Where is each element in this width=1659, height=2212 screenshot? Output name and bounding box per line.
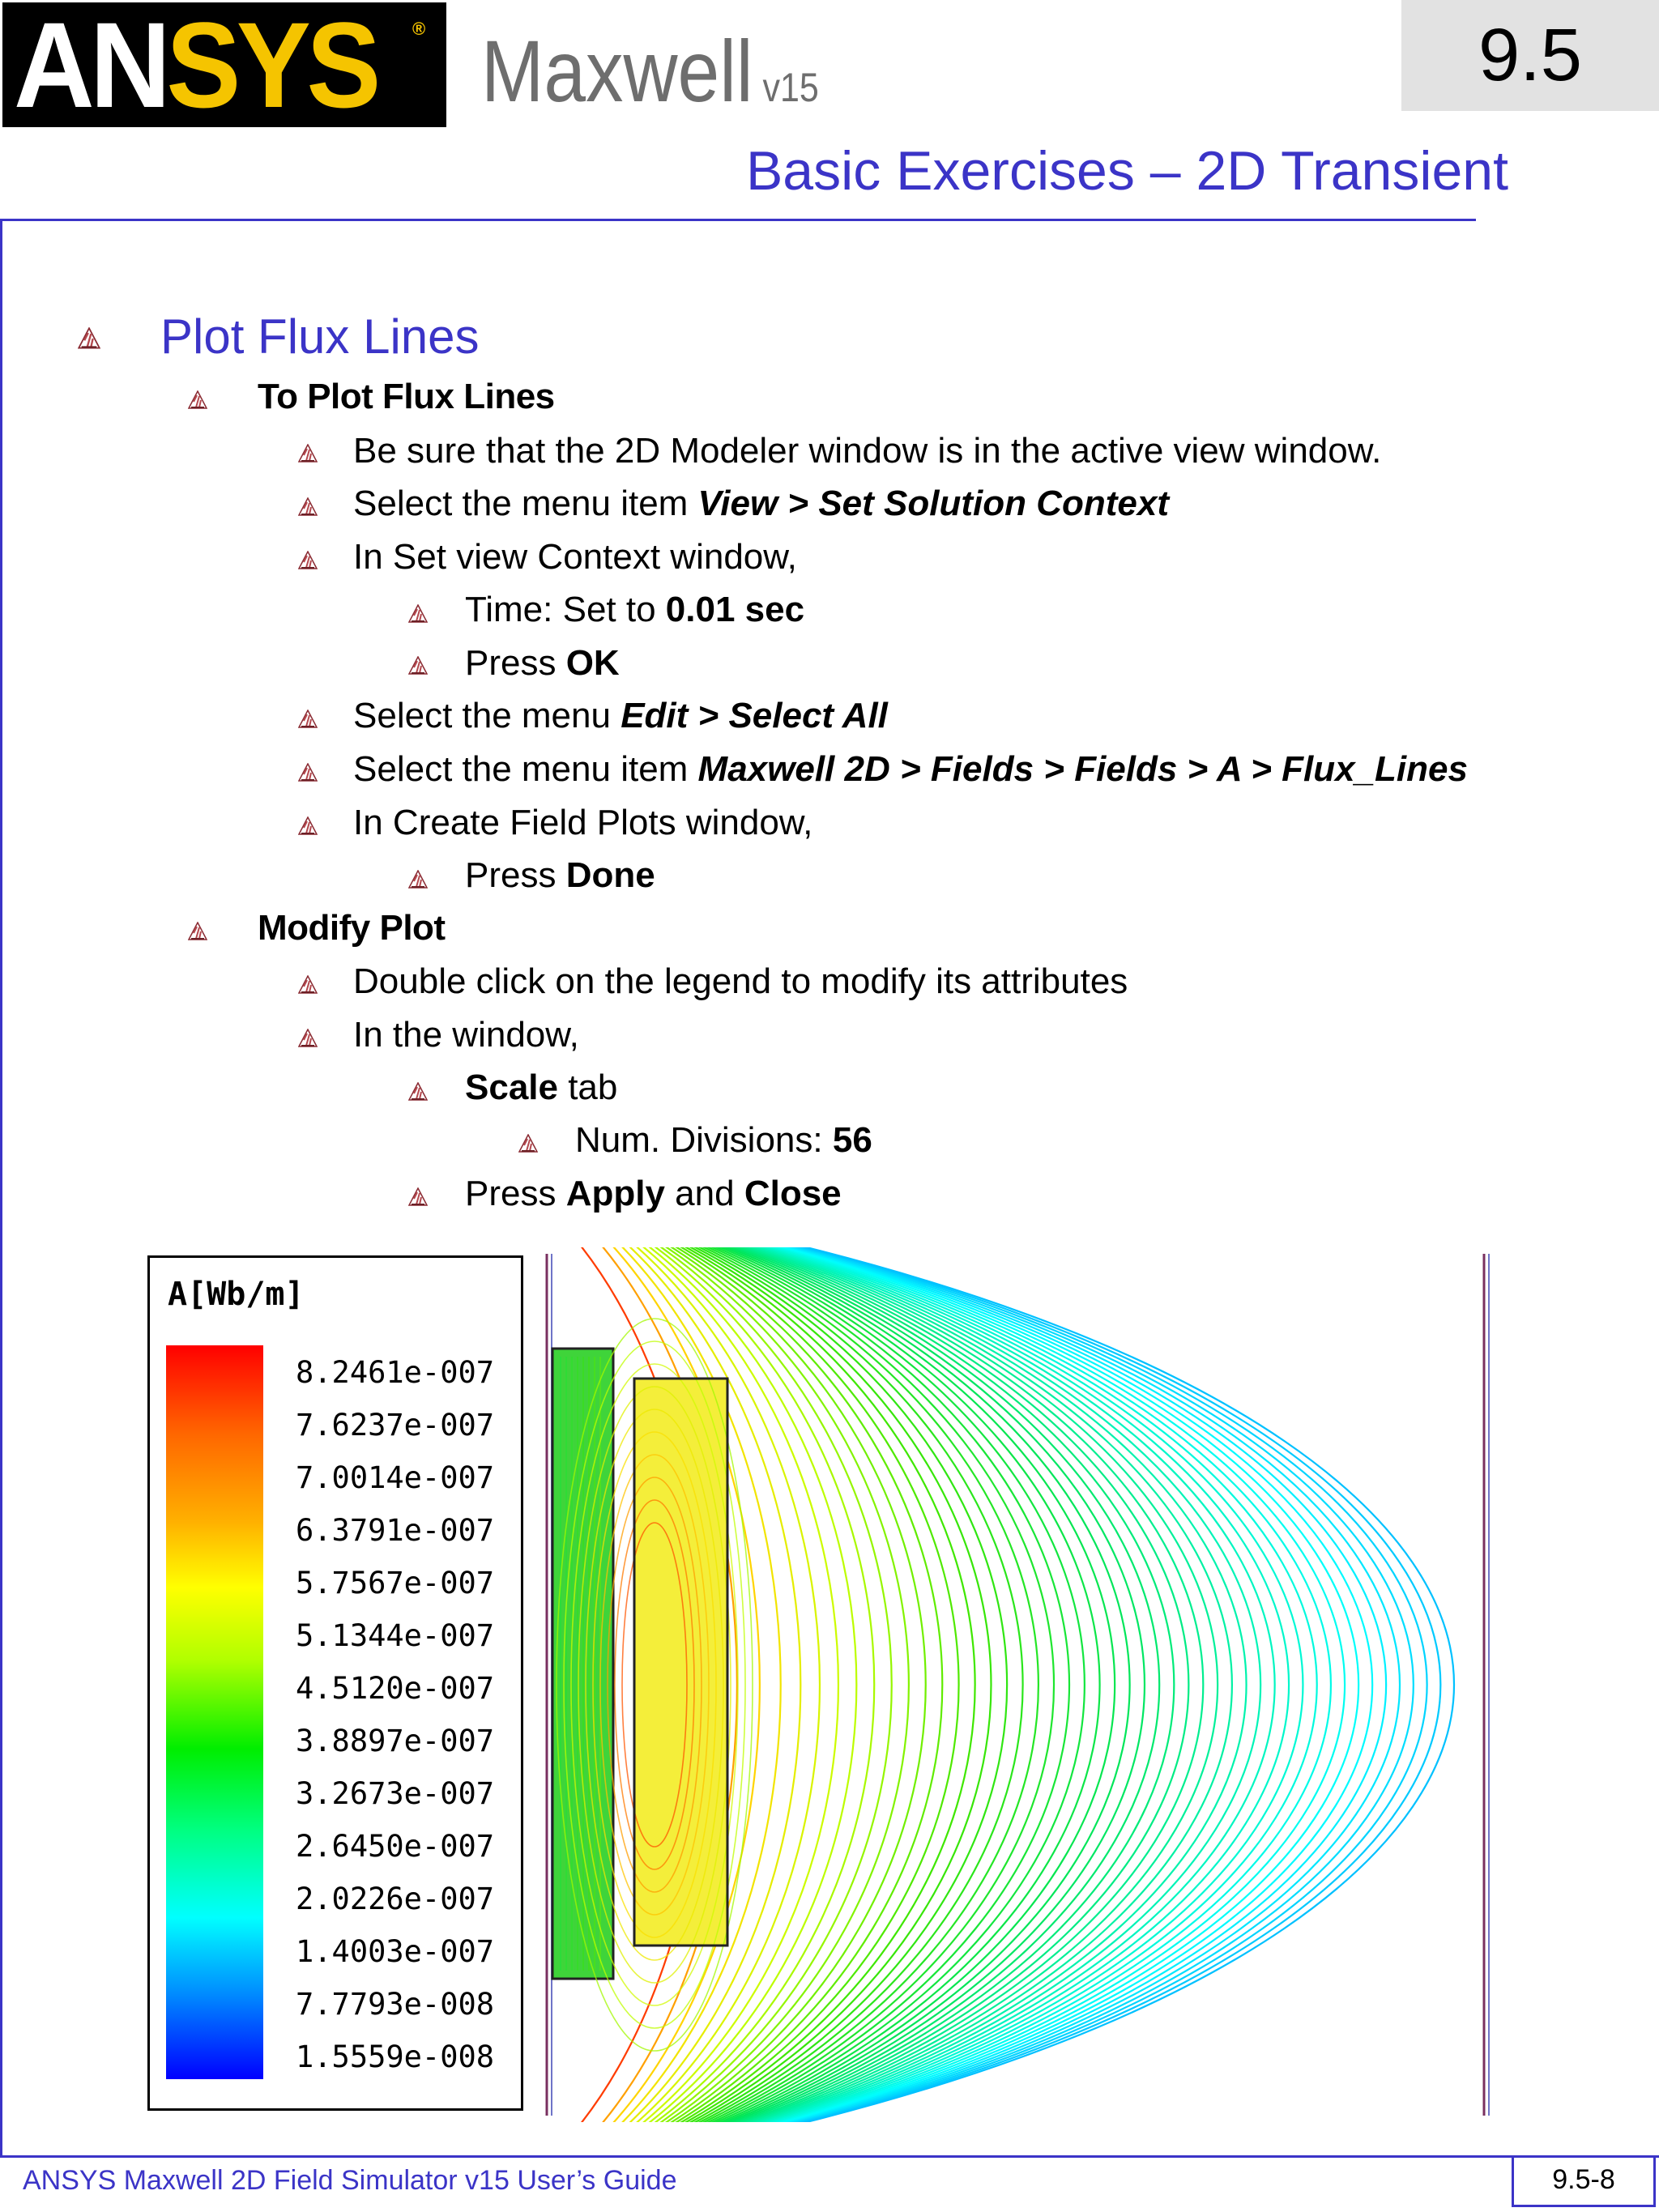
bullet-icon <box>298 975 318 995</box>
legend-colorbar <box>166 1345 263 2079</box>
step-text: In Create Field Plots window, <box>353 803 813 842</box>
step-text: In the window, <box>353 1015 579 1055</box>
bullet-icon <box>408 1187 428 1207</box>
page-subtitle: Basic Exercises – 2D Transient <box>745 140 1508 202</box>
product-version: v15 <box>762 65 819 110</box>
legend-tick-label: 4.5120e-007 <box>296 1671 495 1706</box>
logo-registered-mark: ® <box>412 19 426 39</box>
menu-path: View > Set Solution Context <box>697 484 1169 523</box>
product-name: Maxwell v15 <box>481 22 819 120</box>
step-text: Double click on the legend to modify its attributes <box>353 961 1128 1001</box>
legend-tick-label: 5.7567e-007 <box>296 1566 495 1600</box>
footer-guide-title: ANSYS Maxwell 2D Field Simulator v15 User’s Guide <box>23 2165 677 2196</box>
bullet-icon <box>188 922 207 941</box>
legend-tick-label: 7.6237e-007 <box>296 1408 495 1443</box>
legend-tick-label: 1.4003e-007 <box>296 1934 495 1969</box>
subsection-title: To Plot Flux Lines <box>258 377 555 416</box>
bullet-icon <box>298 1029 318 1048</box>
step-text: Press Apply and Close <box>465 1174 842 1213</box>
bullet-icon <box>298 497 318 517</box>
page-number: 9.5-8 <box>1512 2155 1656 2207</box>
step-text: Select the menu Edit > Select All <box>353 696 888 735</box>
bullet-icon <box>408 870 428 889</box>
flux-lines-plot[interactable] <box>535 1247 1499 2122</box>
step-text: Be sure that the 2D Modeler window is in the active view window. <box>353 431 1382 471</box>
menu-path: Maxwell 2D > Fields > Fields > A > Flux_Lines <box>697 749 1468 789</box>
logo-wordmark: ANSYS <box>14 0 377 133</box>
ansys-logo <box>2 0 446 133</box>
step-text: In Set view Context window, <box>353 537 797 577</box>
legend-tick-label: 5.1344e-007 <box>296 1618 495 1653</box>
bullet-icon <box>78 327 100 350</box>
step-text: Scale tab <box>465 1068 618 1107</box>
left-rule <box>0 219 2 2158</box>
bullet-icon <box>298 444 318 463</box>
step-text: Press OK <box>465 643 620 683</box>
legend-tick-label: 3.8897e-007 <box>296 1724 495 1758</box>
bullet-icon <box>298 710 318 729</box>
footer-rule <box>0 2155 1659 2158</box>
legend-tick-label: 8.2461e-007 <box>296 1355 495 1390</box>
bullet-icon <box>408 604 428 624</box>
legend-tick-label: 3.2673e-007 <box>296 1776 495 1811</box>
section-title: Plot Flux Lines <box>160 309 480 364</box>
bullet-icon <box>298 551 318 570</box>
bullet-icon <box>408 656 428 676</box>
legend-tick-label: 7.7793e-008 <box>296 1987 495 2022</box>
header-rule <box>0 219 1476 221</box>
legend-tick-label: 2.0226e-007 <box>296 1882 495 1916</box>
legend-tick-label: 2.6450e-007 <box>296 1829 495 1864</box>
bullet-icon <box>188 390 207 410</box>
bullet-icon <box>298 816 318 836</box>
bullet-icon <box>518 1134 538 1153</box>
legend-tick-label: 7.0014e-007 <box>296 1460 495 1495</box>
bullet-icon <box>298 763 318 782</box>
step-text: Press Done <box>465 855 655 895</box>
step-text: Select the menu item View > Set Solution Context <box>353 484 1169 523</box>
legend-tick-label: 6.3791e-007 <box>296 1513 495 1548</box>
legend-title: A[Wb/m] <box>168 1276 305 1313</box>
step-text: Num. Divisions: 56 <box>575 1120 872 1160</box>
legend-tick-label: 1.5559e-008 <box>296 2039 495 2074</box>
chapter-number: 9.5 <box>1401 0 1659 111</box>
step-text: Time: Set to 0.01 sec <box>465 590 805 629</box>
field-legend[interactable] <box>147 1255 523 2111</box>
step-text: Select the menu item Maxwell 2D > Fields > Fields > A > Flux_Lines <box>353 749 1468 789</box>
subsection-title: Modify Plot <box>258 908 446 948</box>
menu-path: Edit > Select All <box>621 696 888 735</box>
bullet-icon <box>408 1082 428 1102</box>
